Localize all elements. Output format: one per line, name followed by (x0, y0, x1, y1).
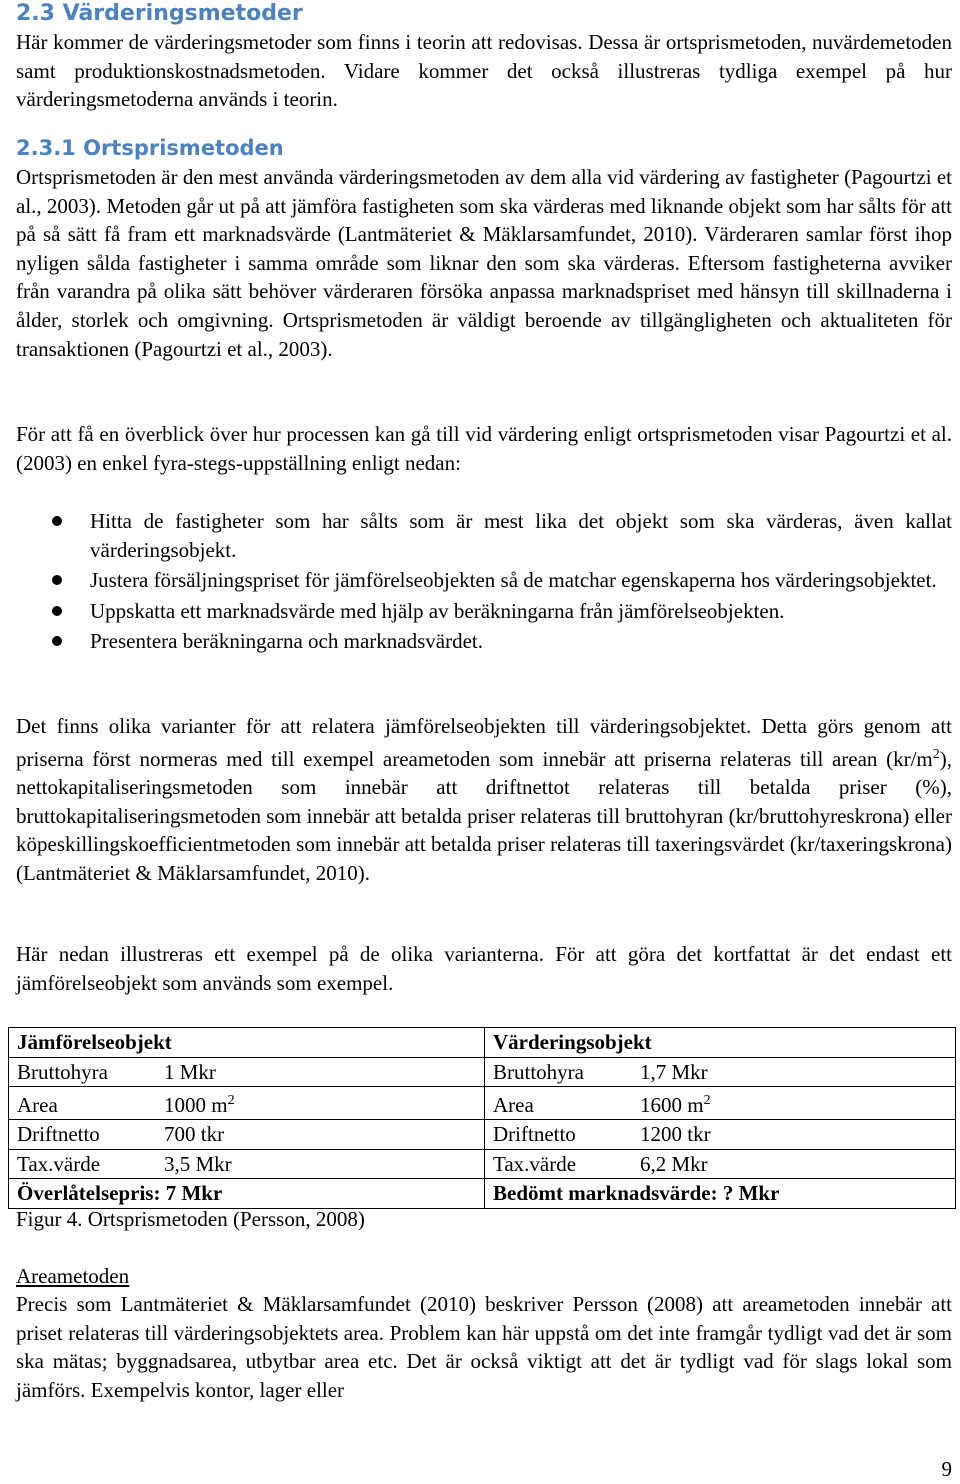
table-header-right: Värderingsobjekt (485, 1028, 956, 1058)
steps-list (16, 507, 952, 658)
list-item: Justera försäljningspriset för jämförelseobjekten så de matchar egenskaperna hos värderingsobjektet. (16, 566, 952, 595)
list-item: Uppskatta ett marknadsvärde med hjälp av beräkningarna från jämförelseobjekten. (16, 597, 952, 626)
paragraph-1: Ortsprismetoden är den mest använda värderingsmetoden av dem alla vid värdering av fastigheter (Pagourtzi et al., 2003). Metoden går ut på att jämföra fastigheten som ska värderas med liknande objekt som har sålts för att på så sätt få fram ett marknadsvärde (Lantmäteriet & Mäklarsamfundet, 2010). Värderaren samlar först ihop nyligen sålda fastigheter i samma område som liknar den som ska värderas. Eftersom fastigheterna avviker från varandra på olika sätt behöver värderaren försöka anpassa marknadspriset med hänsyn till skillnaderna i ålder, storlek och omgivning. Ortsprismetoden är väldigt beroende av tillgängligheten och aktualiteten för transaktionen (Pagourtzi et al., 2003). (16, 165, 952, 361)
intro-paragraph: Här kommer de värderingsmetoder som finns i teorin att redovisas. Dessa är ortsprismetoden, nuvärdemetoden samt produktionskostnadsmetoden. Vidare kommer det också illustreras tydliga exempel på hur värderingsmetoderna används i teorin. (16, 30, 952, 112)
bullet-icon (52, 606, 62, 616)
table-row: Tax.värde 3,5 Mkr Tax.värde 6,2 Mkr (9, 1149, 956, 1179)
subsection-heading: 2.3.1 Ortsprismetoden (16, 136, 284, 160)
figure-caption: Figur 4. Ortsprismetoden (Persson, 2008) (16, 1207, 365, 1231)
paragraph-5: Precis som Lantmäteriet & Mäklarsamfundet (2010) beskriver Persson (2008) att areametoden innebär att priset relateras till värderingsobjektets area. Problem kan här uppstå om det inte framgår tydligt vad det är som ska mätas; byggnadsarea, utbytbar area etc. Det är också viktigt att det är tydligt vad för slags lokal som jämförs. Exempelvis kontor, lager eller (16, 1292, 952, 1402)
paragraph-3: Det finns olika varianter för att relatera jämförelseobjekten till värderingsobjektet. Detta görs genom att priserna först normeras med till exempel areametoden som innebär att priserna relateras till arean $(kr/m^2)$, nettokapitaliseringsmetoden som innebär att driftnettot relateras till betalda priser (%), bruttokapitaliseringsmetoden som innebär att betalda priser relateras till bruttohyran (kr/bruttohyreskrona) eller köpeskillingskoefficientmetoden som innebär att betalda priser relateras till taxeringsvärdet (kr/taxeringskrona) (Lantmäteriet & Mäklarsamfundet, 2010). (16, 714, 952, 885)
table-row (9, 1028, 956, 1058)
table-row: Bruttohyra 1 Mkr Bruttohyra 1,7 Mkr (9, 1057, 956, 1087)
section-heading: 2.3 Värderingsmetoder (16, 1, 303, 26)
page-number: 9 (941, 1457, 952, 1481)
paragraph-2: För att få en överblick över hur processen kan gå till vid värdering enligt ortsprismetoden visar Pagourtzi et al. (2003) en enkel fyra-stegs-uppställning enligt nedan: (16, 422, 952, 475)
table-row (9, 1179, 956, 1209)
bullet-icon (52, 636, 62, 646)
method-heading: Areametoden (16, 1264, 130, 1288)
bullet-icon (52, 516, 62, 526)
table-footer-left: Överlåtelsepris: 7 Mkr (9, 1179, 485, 1209)
table-row: Driftnetto 700 tkr Driftnetto 1200 tkr (9, 1120, 956, 1150)
table-row: Area 1000 $m^2$ Area 1600 $m^2$ (9, 1087, 956, 1120)
table-footer-right: Bedömt marknadsvärde: ? Mkr (485, 1179, 956, 1209)
bullet-icon (52, 575, 62, 585)
list-item: Hitta de fastigheter som har sålts som är mest lika det objekt som ska värderas, även kallat värderingsobjekt. (16, 507, 952, 564)
list-item: Presentera beräkningarna och marknadsvärdet. (16, 627, 952, 656)
comparison-table (8, 1027, 956, 1209)
table-header-left: Jämförelseobjekt (9, 1028, 485, 1058)
paragraph-4: Här nedan illustreras ett exempel på de olika varianterna. För att göra det kortfattat är det endast ett jämförelseobjekt som används som exempel. (16, 942, 952, 995)
